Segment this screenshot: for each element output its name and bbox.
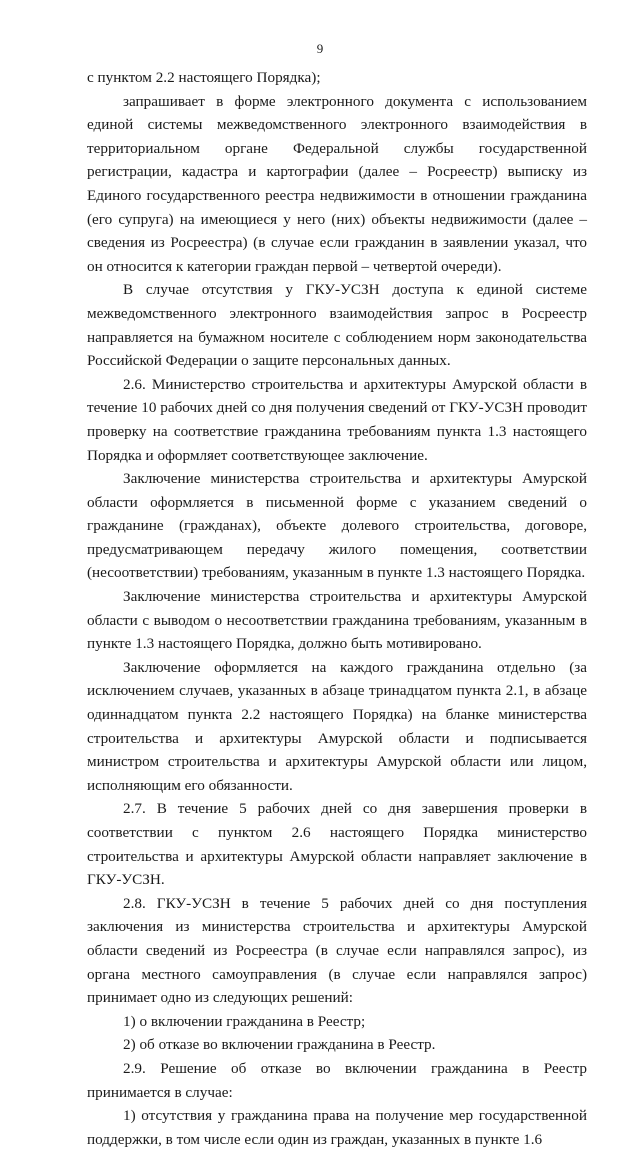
paragraph: Заключение министерства строительства и архитектуры Амурской области оформляется в письменной форме с указанием сведений о гражданине (гражданах), объекте долевого строительства, договоре, предусматривающем передачу жилого помещения, соответствии (несоответствии) требованиям, указанным в пункте 1.3 настоящего Порядка. <box>87 470 587 582</box>
paragraph: 2.7. В течение 5 рабочих дней со дня завершения проверки в соответствии с пунктом 2.6 настоящего Порядка министерство строительства и архитектуры Амурской области направляет заключение в ГКУ-УСЗН. <box>87 800 587 889</box>
paragraph: В случае отсутствия у ГКУ-УСЗН доступа к единой системе межведомственного электронного взаимодействия запрос в Росреестр направляется на бумажном носителе с соблюдением норм законодательства Российской Федерации о защите персональных данных. <box>87 281 587 370</box>
paragraph: запрашивает в форме электронного документа с использованием единой системы межведомственного электронного взаимодействия в территориальном органе Федеральной службы государственной регистрации, кадастра и картографии (далее – Росреестр) выписку из Единого государственного реестра недвижимости в отношении гражданина (его супруга) на имеющиеся у него (них) объекты недвижимости (далее – сведения из Росреестра) (в случае если гражданин в заявлении указал, что он относится к категории граждан первой – четвертой очереди). <box>87 92 587 275</box>
paragraph: Заключение министерства строительства и архитектуры Амурской области с выводом о несоответствии гражданина требованиям, указанным в пункте 1.3 настоящего Порядка, должно быть мотивировано. <box>87 588 587 653</box>
paragraph: 2.8. ГКУ-УСЗН в течение 5 рабочих дней со дня поступления заключения из министерства строительства и архитектуры Амурской области сведений из Росреестра (в случае если направлялся запрос), из органа местного самоуправления (в случае если направлялся запрос) принимает одно из следующих решений: <box>87 894 587 1007</box>
page-number: 9 <box>316 41 324 56</box>
paragraph: 2.6. Министерство строительства и архитектуры Амурской области в течение 10 рабочих дней со дня получения сведений от ГКУ-УСЗН проводит проверку на соответствие гражданина требованиям пункта 1.3 настоящего Порядка и оформляет соответствующее заключение. <box>87 375 587 464</box>
paragraph: 1) о включении гражданина в Реестр; <box>123 1012 366 1030</box>
paragraph: Заключение оформляется на каждого гражданина отдельно (за исключением случаев, указанных в абзаце тринадцатом пункта 2.1, в абзаце одиннадцатом пункта 2.2 настоящего Порядка) на бланке министерства строительства и архитектуры Амурской области и подписывается министром строительства и архитектуры Амурской области или лицом, исполняющим его обязанности. <box>87 658 587 794</box>
paragraph: 1) отсутствия у гражданина права на получение мер государственной поддержки, в том числе если один из граждан, указанных в пункте 1.6 <box>87 1107 587 1148</box>
paragraph: с пунктом 2.2 настоящего Порядка); <box>87 69 321 86</box>
paragraph: 2.9. Решение об отказе во включении гражданина в Реестр принимается в случае: <box>87 1059 587 1101</box>
paragraph: 2) об отказе во включении гражданина в Реестр. <box>123 1036 436 1054</box>
document-body <box>87 66 587 1151</box>
